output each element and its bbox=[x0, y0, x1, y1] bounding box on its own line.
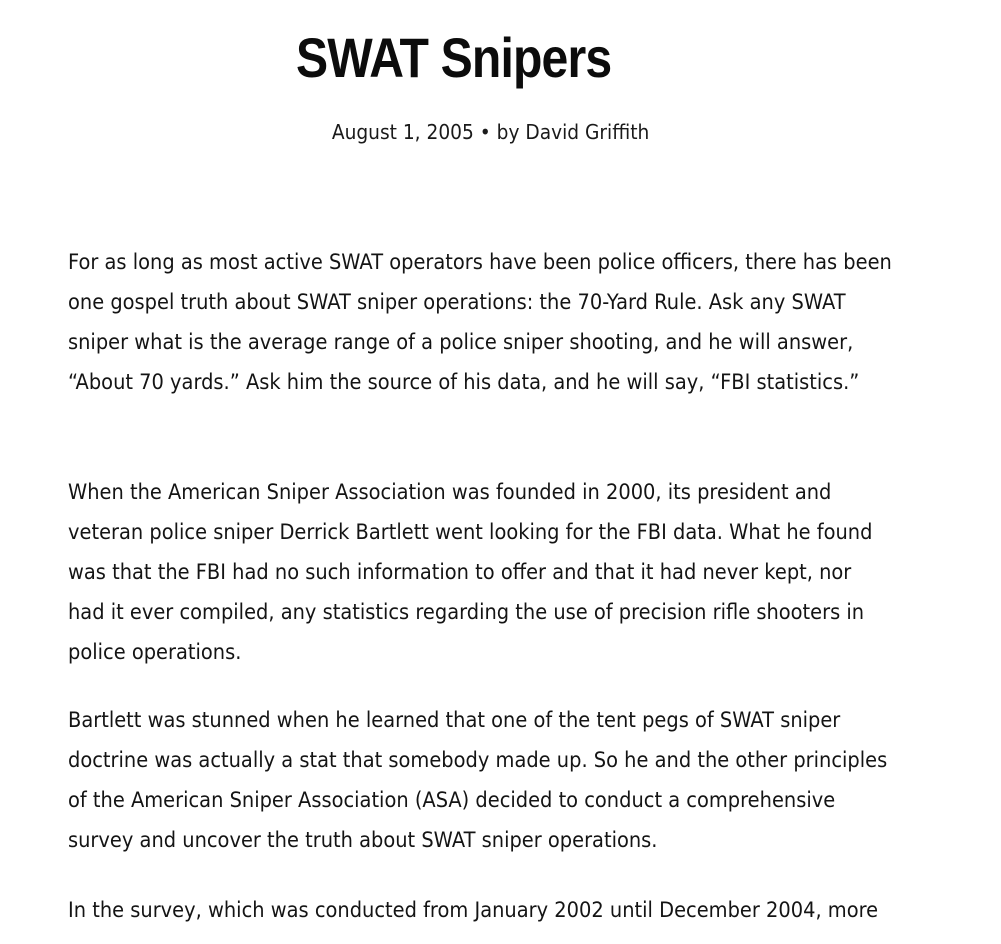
paragraph-line: one gospel truth about SWAT sniper operations: the 70-Yard Rule. Ask any SWAT bbox=[68, 290, 846, 314]
paragraph-2 bbox=[68, 472, 984, 672]
paragraph-3 bbox=[68, 700, 984, 860]
paragraph-4 bbox=[68, 890, 984, 930]
paragraph-line: doctrine was actually a stat that somebody made up. So he and the other principles bbox=[68, 748, 888, 772]
paragraph-line: was that the FBI had no such information to offer and that it had never kept, nor bbox=[68, 560, 852, 584]
paragraph-line: Bartlett was stunned when he learned that one of the tent pegs of SWAT sniper bbox=[68, 708, 841, 732]
paragraph-line: had it ever compiled, any statistics regarding the use of precision rifle shooters in bbox=[68, 600, 865, 624]
paragraph-line: police operations. bbox=[68, 640, 242, 664]
article-title: SWAT Snipers bbox=[296, 26, 612, 89]
paragraph-line: For as long as most active SWAT operators have been police officers, there has been bbox=[68, 250, 892, 274]
paragraph-line: survey and uncover the truth about SWAT sniper operations. bbox=[68, 828, 658, 852]
article-byline: August 1, 2005 • by David Griffith bbox=[331, 120, 650, 144]
paragraph-line: In the survey, which was conducted from January 2002 until December 2004, more bbox=[68, 898, 879, 922]
paragraph-line: of the American Sniper Association (ASA) decided to conduct a comprehensive bbox=[68, 788, 836, 812]
paragraph-line: “About 70 yards.” Ask him the source of his data, and he will say, “FBI statistics.” bbox=[68, 370, 860, 394]
paragraph-1 bbox=[68, 242, 984, 402]
paragraph-line: When the American Sniper Association was founded in 2000, its president and bbox=[68, 480, 832, 504]
paragraph-line: sniper what is the average range of a police sniper shooting, and he will answer, bbox=[68, 330, 854, 354]
paragraph-line: veteran police sniper Derrick Bartlett went looking for the FBI data. What he found bbox=[68, 520, 873, 544]
